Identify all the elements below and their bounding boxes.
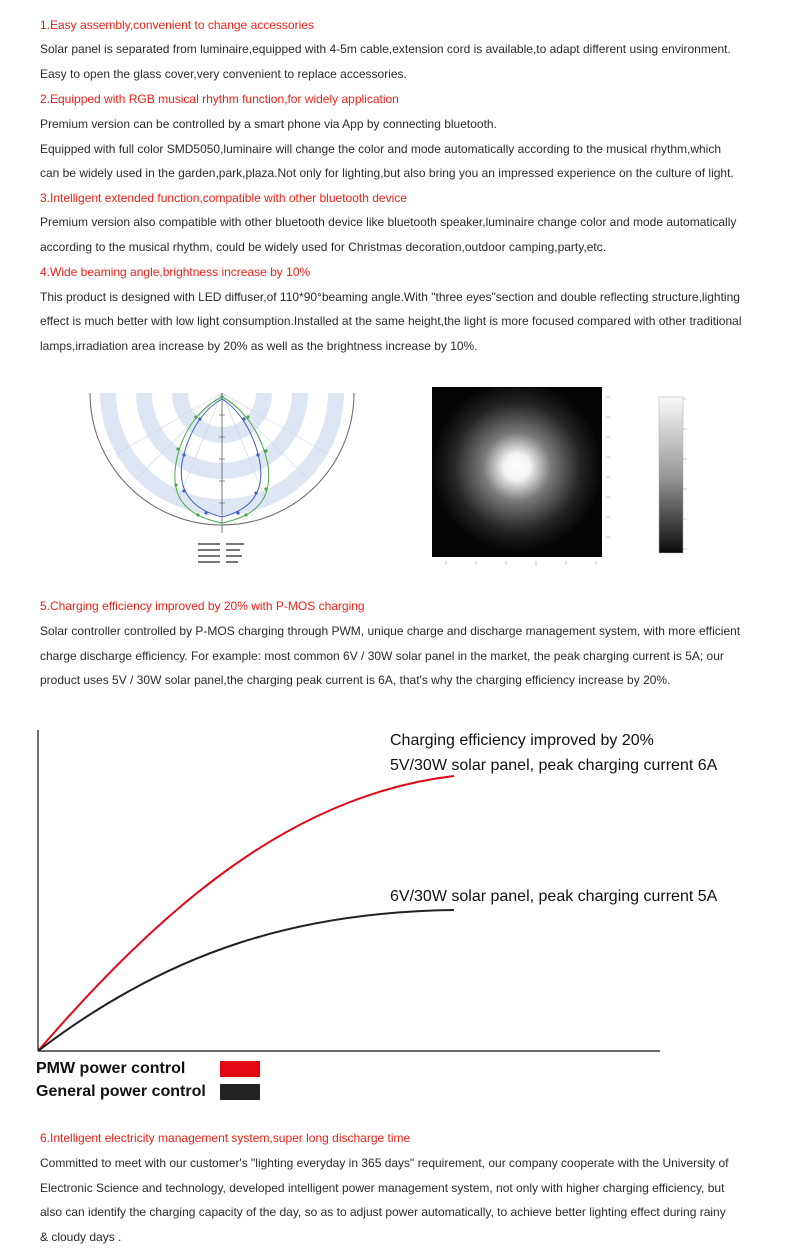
chart-annotation-6v-panel: 6V/30W solar panel, peak charging current 5A: [390, 888, 718, 905]
section-6-heading: 6.Intelligent electricity management system,super long discharge time: [40, 1131, 411, 1145]
legend-label-pmw: PMW power control: [36, 1060, 186, 1077]
section-4-heading: 4.Wide beaming angle,brightness increase by 10%: [40, 265, 311, 279]
charging-efficiency-chart: [0, 720, 800, 1060]
section-2-heading: 2.Equipped with RGB musical rhythm function,for widely application: [40, 92, 399, 106]
chart-annotation-efficiency: Charging efficiency improved by 20%: [390, 732, 654, 749]
section-4-text: lamps,irradiation area increase by 20% as well as the brightness increase by 10%.: [40, 339, 478, 353]
section-1-text: Easy to open the glass cover,very convenient to replace accessories.: [40, 67, 407, 81]
legend-label-general: General power control: [36, 1083, 206, 1100]
section-6-text: Electronic Science and technology, developed intelligent power management system, not only with higher charging efficiency, but: [40, 1181, 725, 1195]
section-5-text: product uses 5V / 30W solar panel,the charging peak current is 6A, that's why the charging efficiency increase by 20%.: [40, 673, 671, 687]
series-line-general-power-control: [38, 910, 454, 1051]
section-2-text: can be widely used in the garden,park,plaza.Not only for lighting,but also bring you an impressed experience on the culture of light.: [40, 166, 734, 180]
section-1-heading: 1.Easy assembly,convenient to change accessories: [40, 18, 314, 32]
section-6-text: & cloudy days .: [40, 1230, 122, 1244]
section-1-text: Solar panel is separated from luminaire,equipped with 4-5m cable,extension cord is available,to adapt different using environment.: [40, 42, 731, 56]
legend-swatch-pmw: [220, 1061, 260, 1077]
section-5-heading: 5.Charging efficiency improved by 20% with P-MOS charging: [40, 599, 365, 613]
section-5-text: charge discharge efficiency. For example: most common 6V / 30W solar panel in the market, the peak charging current is 5A; our: [40, 649, 724, 663]
section-3-text: according to the musical rhythm, could be widely used for Christmas decoration,outdoor camping,party,etc.: [40, 240, 607, 254]
section-3-text: Premium version also compatible with other bluetooth device like bluetooth speaker,luminaire change color and mode automatically: [40, 215, 737, 229]
section-2-text: Premium version can be controlled by a smart phone via App by connecting bluetooth.: [40, 117, 497, 131]
illuminance-map: [426, 385, 626, 575]
section-5-text: Solar controller controlled by P-MOS charging through PWM, unique charge and discharge management system, with more efficient: [40, 624, 741, 638]
legend-swatch-general: [220, 1084, 260, 1100]
section-4-text: effect is much better with low light consumption.Installed at the same height,the light is more focused compared with other traditional: [40, 314, 742, 328]
section-4-text: This product is designed with LED diffuser,of 110*90°beaming angle.With "three eyes"section and double reflecting structure,lighting: [40, 290, 740, 304]
section-6-text: also can identify the charging capacity of the day, so as to adjust power automatically, to achieve better lighting effect during rainy: [40, 1205, 726, 1219]
section-6-text: Committed to meet with our customer's "lighting everyday in 365 days" requirement, our company cooperate with the University of: [40, 1156, 729, 1170]
chart-annotation-5v-panel: 5V/30W solar panel, peak charging current 6A: [390, 757, 718, 774]
intensity-scale-bar: [655, 393, 695, 568]
polar-light-distribution-diagram: [76, 385, 376, 580]
section-2-text: Equipped with full color SMD5050,luminaire will change the color and mode automatically according to the musical rhythm,which: [40, 142, 722, 156]
section-3-heading: 3.Intelligent extended function,compatible with other bluetooth device: [40, 191, 407, 205]
